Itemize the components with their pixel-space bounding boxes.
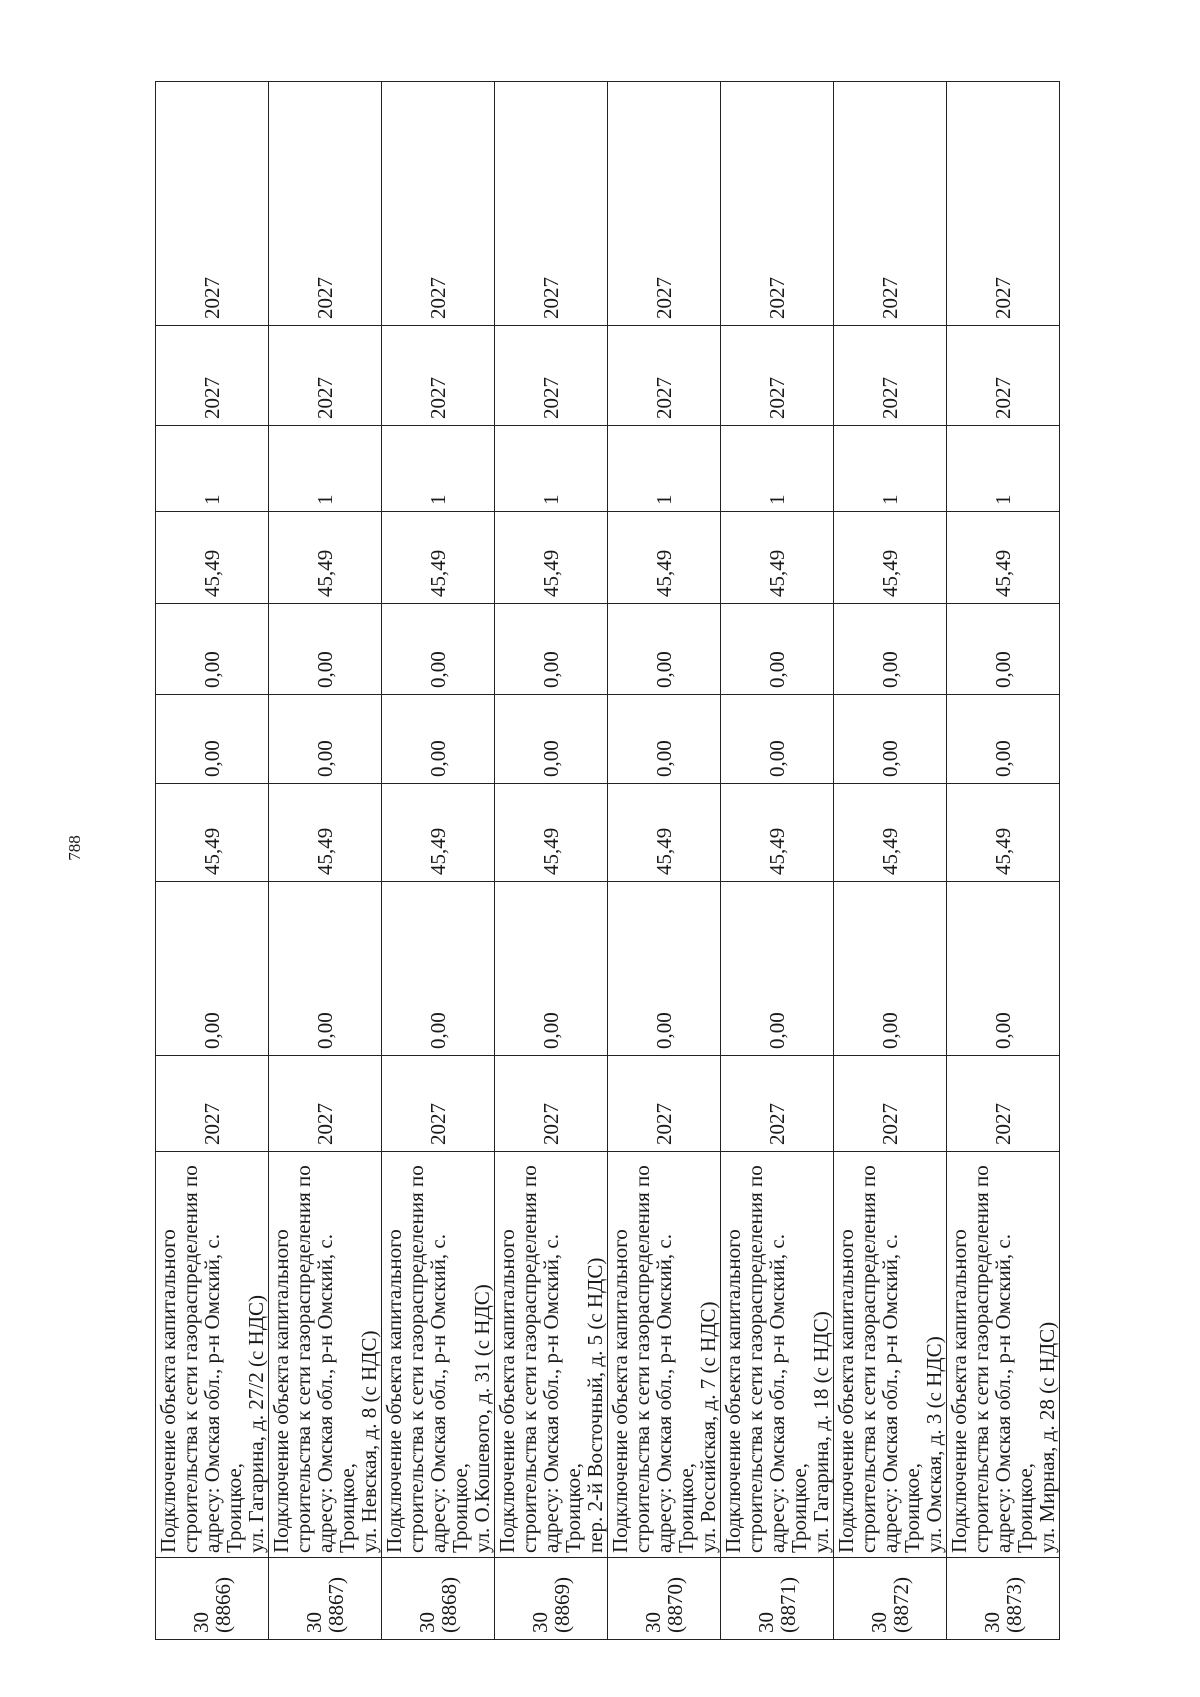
row-code-line: 30 xyxy=(302,1612,326,1633)
row-code-cell xyxy=(495,1558,608,1640)
row-code-line: (8867) xyxy=(324,1577,348,1633)
page-number: 788 xyxy=(65,835,84,861)
row-description-line: адресу: Омская обл., р-н Омский, с. Троицкое, xyxy=(765,1234,811,1553)
cell-value-d: 0,00 xyxy=(834,604,947,695)
row-description-line: адресу: Омская обл., р-н Омский, с. Троицкое, xyxy=(200,1234,246,1553)
cell-value-a: 0,00 xyxy=(721,882,834,1056)
cell-value-a: 0,00 xyxy=(947,882,1060,1056)
row-code-line: (8869) xyxy=(550,1577,574,1633)
row-description-line: ул. Гагарина, д. 18 (с НДС) xyxy=(809,1311,833,1553)
row-description-line: строительства к сети газораспределения по xyxy=(856,1165,880,1553)
cell-value-e: 45,49 xyxy=(721,512,834,604)
row-description-line: строительства к сети газораспределения по xyxy=(291,1165,315,1553)
row-code-cell xyxy=(834,1558,947,1640)
row-description-line: Подключение объекта капитального xyxy=(269,1229,293,1553)
cell-quantity: 1 xyxy=(947,426,1060,512)
cell-year-end-b: 2027 xyxy=(269,82,382,326)
table-row xyxy=(834,82,947,1640)
row-description-line: строительства к сети газораспределения по xyxy=(630,1165,654,1553)
cell-quantity: 1 xyxy=(156,426,269,512)
row-description-line: строительства к сети газораспределения по xyxy=(517,1165,541,1553)
cell-value-b: 45,49 xyxy=(382,784,495,882)
cell-quantity: 1 xyxy=(382,426,495,512)
cell-value-d: 0,00 xyxy=(495,604,608,695)
row-description-cell xyxy=(156,1152,269,1558)
cell-year-end-b: 2027 xyxy=(721,82,834,326)
cell-quantity: 1 xyxy=(608,426,721,512)
cell-year-end-b: 2027 xyxy=(834,82,947,326)
cell-value-b: 45,49 xyxy=(721,784,834,882)
row-description-cell xyxy=(834,1152,947,1558)
cell-value-a: 0,00 xyxy=(156,882,269,1056)
cell-value-c: 0,00 xyxy=(608,695,721,784)
row-description-line: ул. Омская, д. 3 (с НДС) xyxy=(922,1336,946,1553)
cell-value-b: 45,49 xyxy=(834,784,947,882)
row-code-line: 30 xyxy=(189,1612,213,1633)
table-row xyxy=(156,82,269,1640)
row-code-cell xyxy=(947,1558,1060,1640)
cell-year-end-b: 2027 xyxy=(382,82,495,326)
row-code-line: (8873) xyxy=(1002,1577,1026,1633)
cell-value-c: 0,00 xyxy=(495,695,608,784)
cell-year-end-a: 2027 xyxy=(834,326,947,426)
row-code-line: 30 xyxy=(754,1612,778,1633)
row-description-line: строительства к сети газораспределения по xyxy=(404,1165,428,1553)
row-description-line: адресу: Омская обл., р-н Омский, с. Троицкое, xyxy=(991,1234,1037,1553)
cell-value-e: 45,49 xyxy=(608,512,721,604)
cell-value-b: 45,49 xyxy=(495,784,608,882)
cell-year-end-a: 2027 xyxy=(721,326,834,426)
row-code-line: (8868) xyxy=(437,1577,461,1633)
cell-year-end-a: 2027 xyxy=(156,326,269,426)
cell-value-c: 0,00 xyxy=(156,695,269,784)
cell-value-c: 0,00 xyxy=(382,695,495,784)
cell-value-e: 45,49 xyxy=(947,512,1060,604)
cell-value-a: 0,00 xyxy=(834,882,947,1056)
cell-year-end-b: 2027 xyxy=(947,82,1060,326)
cell-value-d: 0,00 xyxy=(382,604,495,695)
cell-quantity: 1 xyxy=(721,426,834,512)
row-code-line: 30 xyxy=(641,1612,665,1633)
row-code-line: 30 xyxy=(980,1612,1004,1633)
cell-value-c: 0,00 xyxy=(269,695,382,784)
cell-value-e: 45,49 xyxy=(834,512,947,604)
row-description-line: Подключение объекта капитального xyxy=(947,1229,971,1553)
row-description-line: адресу: Омская обл., р-н Омский, с. Троицкое, xyxy=(313,1234,359,1553)
row-description-line: Подключение объекта капитального xyxy=(608,1229,632,1553)
cell-year-start: 2027 xyxy=(721,1056,834,1152)
row-description-line: строительства к сети газораспределения по xyxy=(969,1165,993,1553)
row-description-line: строительства к сети газораспределения по xyxy=(178,1165,202,1553)
cell-year-end-b: 2027 xyxy=(495,82,608,326)
cell-value-a: 0,00 xyxy=(269,882,382,1056)
row-code-cell xyxy=(156,1558,269,1640)
rotated-table-container xyxy=(155,82,1059,1640)
row-description-cell xyxy=(608,1152,721,1558)
cell-year-end-a: 2027 xyxy=(269,326,382,426)
row-description-cell xyxy=(495,1152,608,1558)
row-description-line: ул. Невская, д. 8 (с НДС) xyxy=(357,1330,381,1553)
cell-value-d: 0,00 xyxy=(269,604,382,695)
cell-value-e: 45,49 xyxy=(156,512,269,604)
table-row xyxy=(947,82,1060,1640)
row-description-line: ул. Мирная, д. 28 (с НДС) xyxy=(1035,1321,1059,1553)
row-description-line: Подключение объекта капитального xyxy=(156,1229,180,1553)
row-description-cell xyxy=(269,1152,382,1558)
row-description-line: адресу: Омская обл., р-н Омский, с. Троицкое, xyxy=(426,1234,472,1553)
row-description-cell xyxy=(947,1152,1060,1558)
cell-value-b: 45,49 xyxy=(608,784,721,882)
cell-year-start: 2027 xyxy=(834,1056,947,1152)
cell-year-end-b: 2027 xyxy=(156,82,269,326)
row-description-line: Подключение объекта капитального xyxy=(721,1229,745,1553)
cell-value-e: 45,49 xyxy=(269,512,382,604)
cell-year-end-b: 2027 xyxy=(608,82,721,326)
row-code-line: 30 xyxy=(528,1612,552,1633)
table-row xyxy=(269,82,382,1640)
row-code-line: 30 xyxy=(415,1612,439,1633)
cell-value-d: 0,00 xyxy=(608,604,721,695)
cell-year-end-a: 2027 xyxy=(382,326,495,426)
row-description-line: Подключение объекта капитального xyxy=(495,1229,519,1553)
table-row xyxy=(382,82,495,1640)
row-code-line: (8871) xyxy=(776,1577,800,1633)
cell-year-start: 2027 xyxy=(156,1056,269,1152)
row-code-line: (8872) xyxy=(889,1577,913,1633)
row-description-line: адресу: Омская обл., р-н Омский, с. Троицкое, xyxy=(878,1234,924,1553)
table-row xyxy=(608,82,721,1640)
cell-value-c: 0,00 xyxy=(947,695,1060,784)
cell-year-start: 2027 xyxy=(382,1056,495,1152)
row-description-line: Подключение объекта капитального xyxy=(834,1229,858,1553)
table-body xyxy=(156,82,1060,1640)
cell-quantity: 1 xyxy=(834,426,947,512)
cell-year-end-a: 2027 xyxy=(608,326,721,426)
row-description-line: адресу: Омская обл., р-н Омский, с. Троицкое, xyxy=(539,1234,585,1553)
cell-value-d: 0,00 xyxy=(156,604,269,695)
row-description-line: Подключение объекта капитального xyxy=(382,1229,406,1553)
cell-year-end-a: 2027 xyxy=(495,326,608,426)
cell-value-b: 45,49 xyxy=(947,784,1060,882)
row-code-cell xyxy=(608,1558,721,1640)
cell-year-start: 2027 xyxy=(495,1056,608,1152)
cell-value-e: 45,49 xyxy=(382,512,495,604)
cell-year-start: 2027 xyxy=(947,1056,1060,1152)
row-code-cell xyxy=(721,1558,834,1640)
cell-value-d: 0,00 xyxy=(947,604,1060,695)
table-row xyxy=(721,82,834,1640)
project-table xyxy=(155,81,1060,1640)
row-description-line: ул. Гагарина, д. 27/2 (с НДС) xyxy=(244,1294,268,1553)
cell-year-start: 2027 xyxy=(608,1056,721,1152)
row-description-cell xyxy=(721,1152,834,1558)
cell-value-b: 45,49 xyxy=(156,784,269,882)
cell-value-a: 0,00 xyxy=(495,882,608,1056)
cell-value-a: 0,00 xyxy=(382,882,495,1056)
row-description-line: ул. Российская, д. 7 (с НДС) xyxy=(696,1301,720,1553)
cell-value-c: 0,00 xyxy=(834,695,947,784)
cell-quantity: 1 xyxy=(269,426,382,512)
cell-value-d: 0,00 xyxy=(721,604,834,695)
cell-value-b: 45,49 xyxy=(269,784,382,882)
row-code-line: (8866) xyxy=(211,1577,235,1633)
row-description-line: пер. 2-й Восточный, д. 5 (с НДС) xyxy=(583,1257,607,1553)
table-row xyxy=(495,82,608,1640)
row-code-line: (8870) xyxy=(663,1577,687,1633)
cell-year-end-a: 2027 xyxy=(947,326,1060,426)
row-description-line: строительства к сети газораспределения по xyxy=(743,1165,767,1553)
row-description-cell xyxy=(382,1152,495,1558)
cell-value-e: 45,49 xyxy=(495,512,608,604)
row-code-cell xyxy=(269,1558,382,1640)
cell-value-c: 0,00 xyxy=(721,695,834,784)
row-description-line: ул. О.Кошевого, д. 31 (с НДС) xyxy=(470,1284,494,1553)
row-code-cell xyxy=(382,1558,495,1640)
row-description-line: адресу: Омская обл., р-н Омский, с. Троицкое, xyxy=(652,1234,698,1553)
row-code-line: 30 xyxy=(867,1612,891,1633)
cell-quantity: 1 xyxy=(495,426,608,512)
cell-year-start: 2027 xyxy=(269,1056,382,1152)
cell-value-a: 0,00 xyxy=(608,882,721,1056)
